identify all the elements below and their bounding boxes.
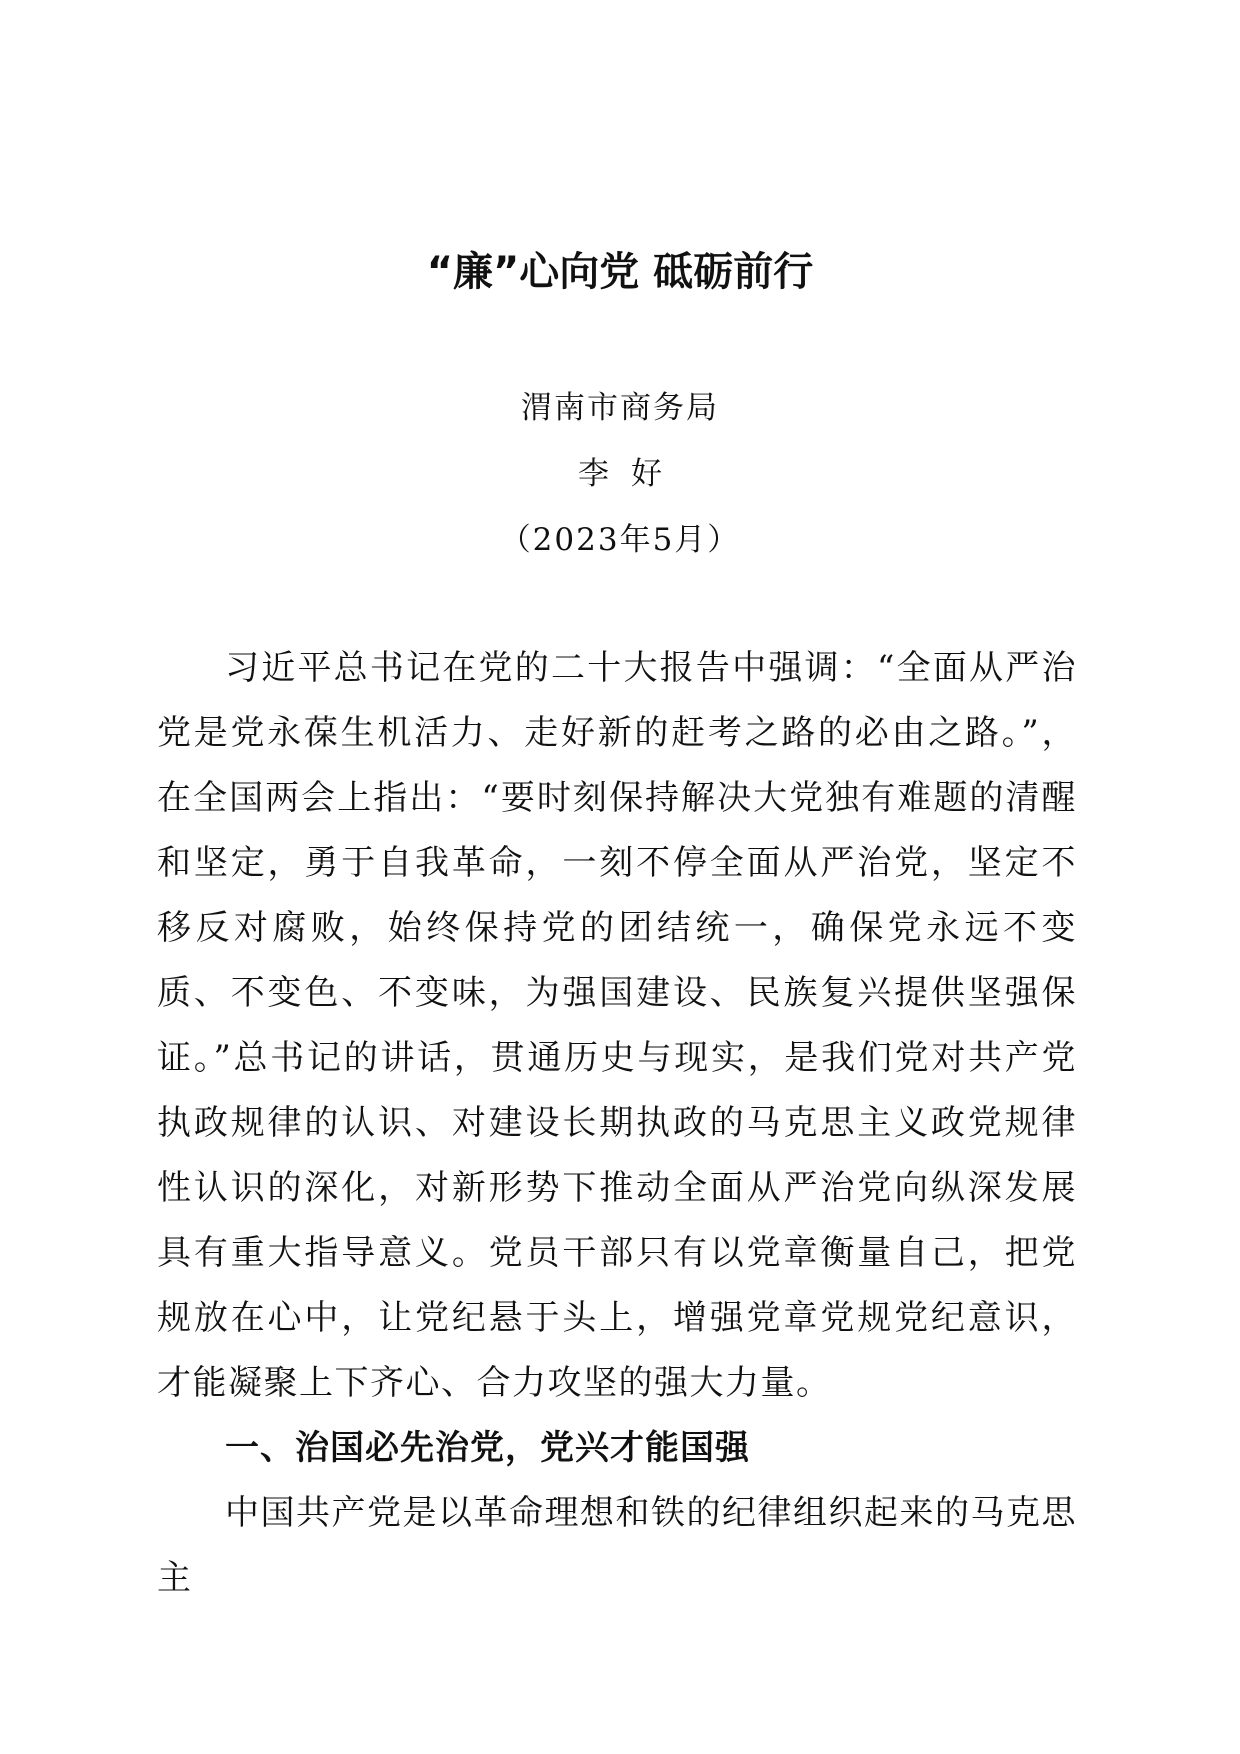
section-paragraph: 中国共产党是以革命理想和铁的纪律组织起来的马克思主 (157, 1493, 1077, 1598)
author-name: 李好 (578, 456, 684, 492)
document-date: （2023年5月） (499, 522, 741, 558)
author-organization: 渭南市商务局 (521, 390, 719, 426)
document-body (157, 636, 1077, 1611)
intro-paragraph: 习近平总书记在党的二十大报告中强调：“全面从严治党是党永葆生机活力、走好新的赶考之路的必由之路。”，在全国两会上指出：“要时刻保持解决大党独有难题的清醒和坚定，勇于自我革命，一刻不停全面从严治党，坚定不移反对腐败，始终保持党的团结统一，确保党永远不变质、不变色、不变味，为强国建设、民族复兴提供坚强保证。”总书记的讲话，贯通历史与现实，是我们党对共产党执政规律的认识、对建设长期执政的马克思主义政党规律性认识的深化，对新形势下推动全面从严治党向纵深发展具有重大指导意义。党员干部只有以党章衡量自己，把党规放在心中，让党纪悬于头上，增强党章党规党纪意识，才能凝聚上下齐心、合力攻坚的强大力量。 (157, 648, 1077, 1403)
document-title: “廉”心向党 砥砺前行 (426, 249, 814, 295)
section-heading: 一、治国必先治党，党兴才能国强 (225, 1428, 750, 1468)
